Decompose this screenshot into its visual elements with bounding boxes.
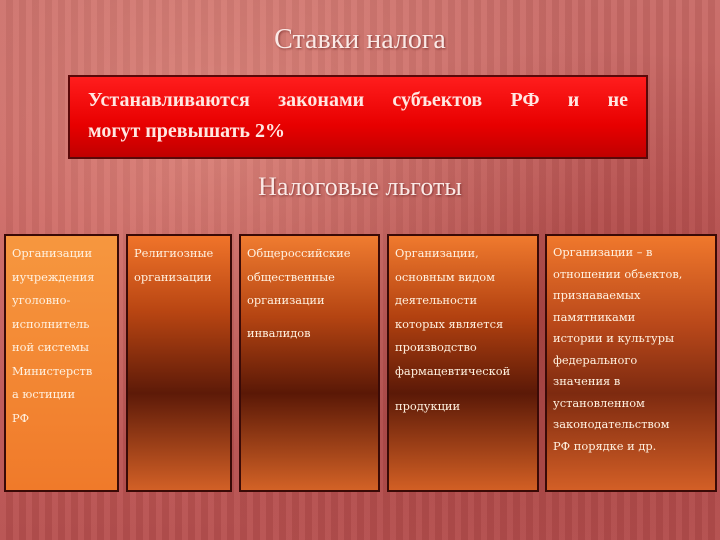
column-4-line: производство <box>395 340 477 354</box>
column-5-line: памятниками <box>553 309 636 324</box>
column-1-line: Организации <box>12 246 93 260</box>
column-1-line: а юстиции <box>12 387 76 401</box>
column-5-line: отношении объектов, <box>553 266 683 281</box>
tax-rates-text-line-1: Устанавливаются законами субъектов РФ и не <box>88 89 628 111</box>
column-3-line: организации <box>247 293 325 307</box>
benefit-column-penal-system <box>4 234 119 492</box>
column-5-line: признаваемых <box>553 288 641 302</box>
column-3-line: Общероссийские <box>247 246 351 260</box>
column-5-line: истории и культуры <box>553 331 675 345</box>
column-4-line: фармацевтической <box>395 363 511 378</box>
column-2-line: Религиозные <box>134 246 214 260</box>
column-1-line: исполнитель <box>12 316 90 331</box>
column-1-line: уголовно- <box>12 293 71 307</box>
column-5-line: законодательством <box>553 417 670 431</box>
column-4-line: деятельности <box>395 293 478 307</box>
column-5-line: федерального <box>553 352 638 367</box>
column-4-line: которых является <box>395 316 504 331</box>
tax-rates-box <box>68 75 648 159</box>
column-4-line: основным видом <box>395 269 495 284</box>
benefit-column-heritage-objects <box>545 234 717 492</box>
benefits-title: Налоговые льготы <box>258 172 462 201</box>
benefit-column-religious <box>126 234 232 492</box>
column-4-line: продукции <box>395 399 461 413</box>
slide-title: Ставки налога <box>274 24 446 55</box>
column-3-line: общественные <box>247 269 335 284</box>
benefit-column-disabled-organizations <box>239 234 380 492</box>
column-5-line: Организации – в <box>553 245 653 259</box>
column-4-line: Организации, <box>395 246 479 260</box>
column-5-line: РФ порядке и др. <box>553 438 657 453</box>
benefit-column-pharmaceutical <box>387 234 539 492</box>
column-1-line: Министерств <box>12 363 93 378</box>
column-2-line: организации <box>134 269 212 284</box>
tax-rates-text-line-2: могут превышать 2% <box>88 120 285 142</box>
column-1-line: РФ <box>12 410 30 425</box>
column-1-line: иучреждения <box>12 269 95 284</box>
column-3-line: инвалидов <box>247 325 311 340</box>
column-1-line: ной системы <box>12 340 89 354</box>
column-5-line: установленном <box>553 395 645 410</box>
column-5-line: значения в <box>553 374 621 388</box>
